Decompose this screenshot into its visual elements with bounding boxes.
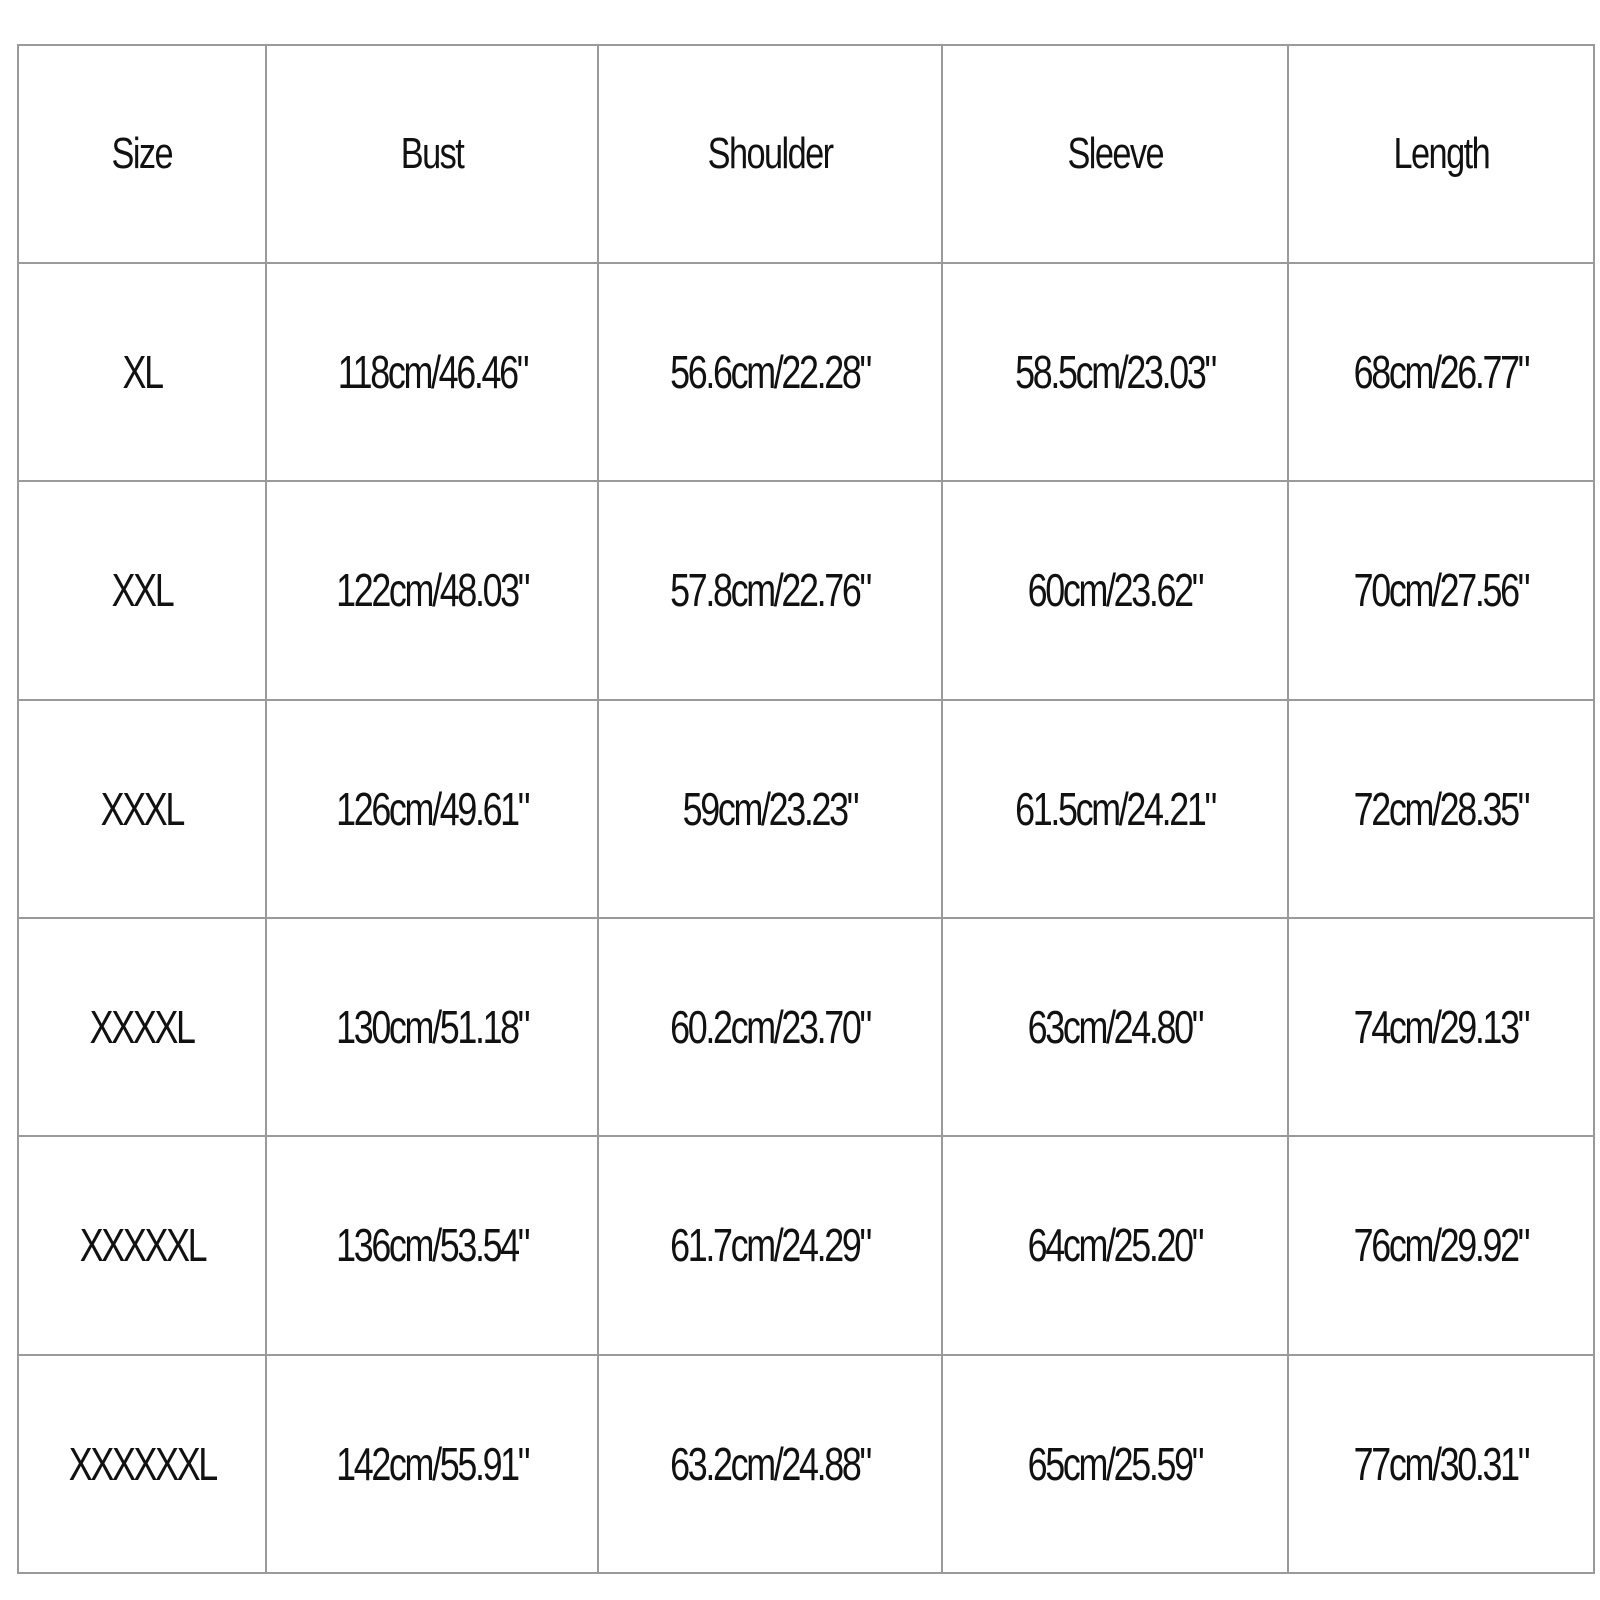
cell-shoulder: 59cm/23.23" [598, 700, 942, 918]
table-row [18, 1355, 1594, 1573]
cell-sleeve: 65cm/25.59" [942, 1355, 1288, 1573]
header-shoulder: Shoulder [598, 45, 942, 263]
cell-bust: 122cm/48.03" [266, 481, 598, 699]
header-length: Length [1288, 45, 1594, 263]
cell-sleeve: 63cm/24.80" [942, 918, 1288, 1136]
cell-size: XXXXXL [18, 1136, 266, 1354]
cell-size: XL [18, 263, 266, 481]
cell-shoulder: 63.2cm/24.88" [598, 1355, 942, 1573]
cell-sleeve: 64cm/25.20" [942, 1136, 1288, 1354]
cell-length: 70cm/27.56" [1288, 481, 1594, 699]
cell-sleeve: 60cm/23.62" [942, 481, 1288, 699]
table-row [18, 918, 1594, 1136]
cell-bust: 126cm/49.61" [266, 700, 598, 918]
cell-size: XXL [18, 481, 266, 699]
header-size: Size [18, 45, 266, 263]
table-row [18, 481, 1594, 699]
cell-bust: 142cm/55.91" [266, 1355, 598, 1573]
cell-shoulder: 61.7cm/24.29" [598, 1136, 942, 1354]
cell-length: 68cm/26.77" [1288, 263, 1594, 481]
table-row [18, 263, 1594, 481]
cell-length: 77cm/30.31" [1288, 1355, 1594, 1573]
header-bust: Bust [266, 45, 598, 263]
cell-sleeve: 61.5cm/24.21" [942, 700, 1288, 918]
cell-shoulder: 60.2cm/23.70" [598, 918, 942, 1136]
cell-length: 76cm/29.92" [1288, 1136, 1594, 1354]
cell-length: 72cm/28.35" [1288, 700, 1594, 918]
cell-sleeve: 58.5cm/23.03" [942, 263, 1288, 481]
table-row [18, 1136, 1594, 1354]
header-sleeve: Sleeve [942, 45, 1288, 263]
cell-size: XXXXXXL [18, 1355, 266, 1573]
cell-size: XXXXL [18, 918, 266, 1136]
cell-bust: 118cm/46.46" [266, 263, 598, 481]
table-row [18, 700, 1594, 918]
table-header-row [18, 45, 1594, 263]
cell-shoulder: 57.8cm/22.76" [598, 481, 942, 699]
cell-length: 74cm/29.13" [1288, 918, 1594, 1136]
cell-shoulder: 56.6cm/22.28" [598, 263, 942, 481]
cell-size: XXXL [18, 700, 266, 918]
cell-bust: 136cm/53.54" [266, 1136, 598, 1354]
size-chart-table [17, 44, 1595, 1574]
cell-bust: 130cm/51.18" [266, 918, 598, 1136]
